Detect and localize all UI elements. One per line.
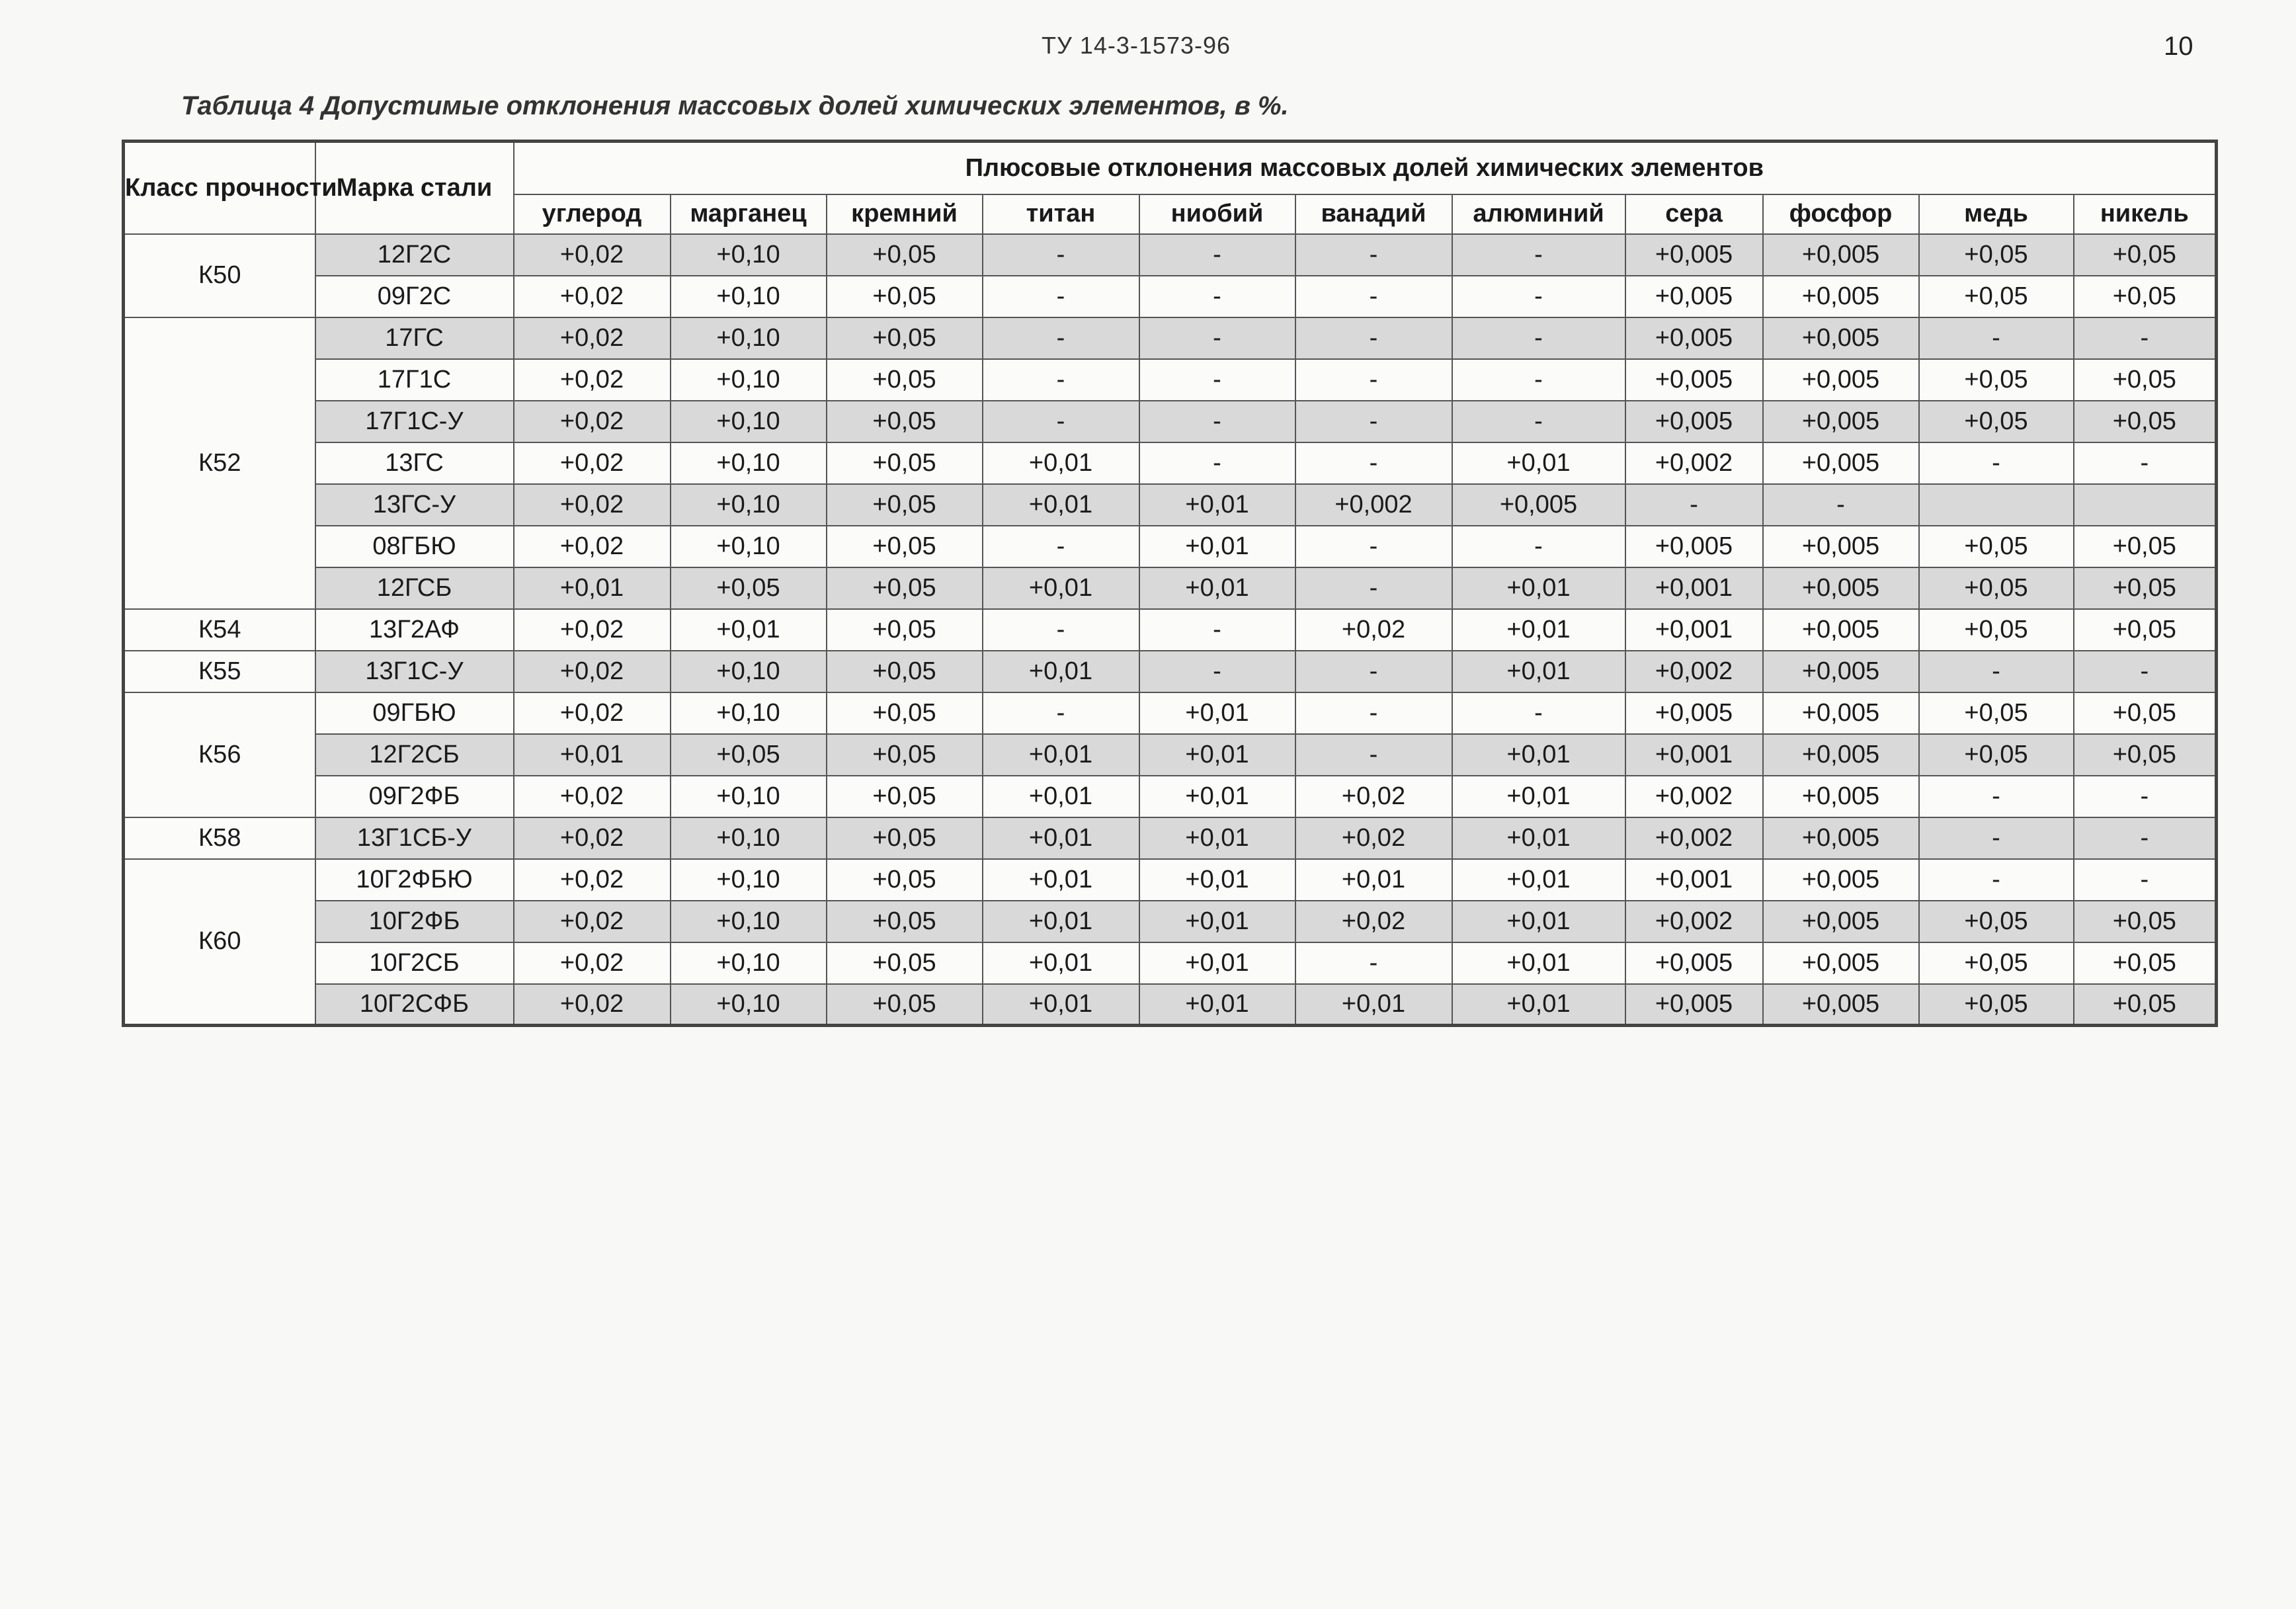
deviation-cell: +0,01	[983, 651, 1139, 692]
deviation-cell: -	[1295, 276, 1452, 317]
deviation-cell: -	[1139, 442, 1295, 484]
deviation-cell: +0,01	[1139, 692, 1295, 734]
deviation-cell: -	[1919, 817, 2074, 859]
deviation-cell: +0,005	[1625, 526, 1763, 567]
deviation-cell: -	[983, 609, 1139, 651]
deviation-cell: +0,05	[1919, 234, 2074, 276]
document-code: ТУ 14-3-1573-96	[1042, 32, 1231, 59]
deviation-cell: +0,005	[1763, 567, 1919, 609]
deviation-cell: -	[1139, 359, 1295, 401]
deviation-cell: +0,05	[827, 942, 983, 984]
header-element: медь	[1919, 194, 2074, 234]
deviation-cell: -	[1139, 651, 1295, 692]
deviation-cell: +0,05	[827, 317, 983, 359]
deviation-cell: +0,005	[1763, 859, 1919, 901]
deviation-cell: +0,01	[1139, 859, 1295, 901]
deviation-cell: +0,05	[2074, 609, 2217, 651]
deviation-cell: +0,01	[983, 776, 1139, 817]
table-row	[124, 567, 2217, 609]
deviation-cell: -	[983, 401, 1139, 442]
deviation-cell: +0,05	[2074, 526, 2217, 567]
strength-class-cell: К60	[124, 859, 315, 1026]
deviation-cell: -	[2074, 317, 2217, 359]
deviation-cell: +0,01	[983, 442, 1139, 484]
deviation-cell: +0,05	[827, 484, 983, 526]
deviation-cell: +0,10	[671, 984, 827, 1026]
deviation-cell: +0,02	[514, 526, 671, 567]
deviation-cell: +0,01	[1452, 442, 1625, 484]
deviation-cell: +0,02	[514, 651, 671, 692]
table-row	[124, 817, 2217, 859]
deviation-cell: -	[2074, 651, 2217, 692]
steel-grade-cell: 13Г2АФ	[315, 609, 514, 651]
steel-grade-cell: 12ГСБ	[315, 567, 514, 609]
deviation-cell: -	[983, 234, 1139, 276]
deviation-cell: +0,005	[1452, 484, 1625, 526]
deviation-cell: +0,01	[1139, 567, 1295, 609]
deviation-cell: +0,01	[1139, 734, 1295, 776]
deviation-cell: +0,01	[1139, 526, 1295, 567]
deviation-cell: +0,005	[1763, 734, 1919, 776]
deviation-cell: -	[2074, 817, 2217, 859]
deviation-cell: +0,05	[1919, 692, 2074, 734]
deviation-cell: -	[1295, 401, 1452, 442]
deviation-cell: -	[1919, 859, 2074, 901]
deviation-cell: -	[983, 692, 1139, 734]
table-row	[124, 651, 2217, 692]
strength-class-cell: К55	[124, 651, 315, 692]
deviation-cell: +0,05	[2074, 901, 2217, 942]
header-element: марганец	[671, 194, 827, 234]
deviation-cell: +0,10	[671, 859, 827, 901]
deviation-cell: +0,01	[983, 859, 1139, 901]
steel-grade-cell: 09Г2С	[315, 276, 514, 317]
deviation-cell	[1919, 484, 2074, 526]
table-row	[124, 859, 2217, 901]
deviation-cell: +0,005	[1763, 651, 1919, 692]
deviation-cell: +0,01	[1452, 609, 1625, 651]
deviation-cell: +0,05	[1919, 359, 2074, 401]
deviation-cell: +0,05	[1919, 567, 2074, 609]
deviation-cell: +0,005	[1625, 692, 1763, 734]
deviation-cell: +0,05	[827, 734, 983, 776]
table-row	[124, 942, 2217, 984]
deviation-cell: +0,001	[1625, 859, 1763, 901]
deviation-cell: +0,10	[671, 359, 827, 401]
deviation-cell: +0,05	[2074, 942, 2217, 984]
deviation-cell: -	[1139, 317, 1295, 359]
deviation-cell: +0,002	[1295, 484, 1452, 526]
deviation-cell: +0,005	[1763, 442, 1919, 484]
deviation-cell: +0,05	[2074, 984, 2217, 1026]
header-element: ванадий	[1295, 194, 1452, 234]
steel-grade-cell: 09ГБЮ	[315, 692, 514, 734]
deviation-cell: +0,10	[671, 442, 827, 484]
table-row	[124, 359, 2217, 401]
deviation-cell: +0,005	[1763, 359, 1919, 401]
deviation-cell: +0,01	[1139, 484, 1295, 526]
deviation-cell: +0,05	[827, 651, 983, 692]
deviation-cell: +0,05	[827, 817, 983, 859]
deviation-cell: +0,01	[983, 817, 1139, 859]
header-element: кремний	[827, 194, 983, 234]
deviation-cell: +0,05	[827, 442, 983, 484]
deviation-cell: -	[1919, 651, 2074, 692]
deviation-cell: +0,005	[1763, 776, 1919, 817]
table-row	[124, 692, 2217, 734]
steel-grade-cell: 13ГС-У	[315, 484, 514, 526]
deviation-cell: -	[983, 526, 1139, 567]
deviation-cell: -	[1452, 276, 1625, 317]
deviation-cell: +0,005	[1625, 401, 1763, 442]
deviation-cell: -	[2074, 859, 2217, 901]
deviation-cell: +0,10	[671, 901, 827, 942]
deviation-cell: +0,02	[514, 817, 671, 859]
deviation-cell: +0,005	[1625, 234, 1763, 276]
deviation-cell: +0,02	[514, 317, 671, 359]
deviation-cell: +0,005	[1763, 526, 1919, 567]
steel-grade-cell: 10Г2СБ	[315, 942, 514, 984]
deviation-cell: +0,002	[1625, 651, 1763, 692]
strength-class-cell: К52	[124, 317, 315, 609]
deviation-cell: +0,01	[1452, 817, 1625, 859]
deviation-cell: +0,05	[1919, 901, 2074, 942]
deviation-cell: +0,002	[1625, 442, 1763, 484]
deviation-cell: +0,02	[1295, 901, 1452, 942]
deviation-cell: +0,02	[1295, 776, 1452, 817]
header-steel-grade: Марка стали	[315, 142, 514, 234]
table-row	[124, 276, 2217, 317]
deviation-cell: +0,01	[1295, 859, 1452, 901]
deviation-cell: +0,01	[1295, 984, 1452, 1026]
deviation-cell: +0,01	[1139, 942, 1295, 984]
deviation-cell: -	[1452, 234, 1625, 276]
steel-grade-cell: 12Г2С	[315, 234, 514, 276]
steel-grade-cell: 10Г2СФБ	[315, 984, 514, 1026]
deviation-cell: +0,02	[514, 609, 671, 651]
deviation-cell: +0,005	[1625, 317, 1763, 359]
deviation-cell: +0,05	[1919, 609, 2074, 651]
deviation-cell: -	[1295, 651, 1452, 692]
deviation-cell: +0,02	[514, 901, 671, 942]
deviation-cell: -	[1919, 317, 2074, 359]
table-row	[124, 526, 2217, 567]
deviation-cell: -	[1919, 776, 2074, 817]
table-row	[124, 901, 2217, 942]
deviation-cell: +0,10	[671, 234, 827, 276]
deviation-cell: +0,02	[514, 442, 671, 484]
deviation-cell: +0,05	[1919, 942, 2074, 984]
deviation-cell: +0,005	[1763, 817, 1919, 859]
table-row	[124, 734, 2217, 776]
deviation-cell: -	[1139, 276, 1295, 317]
table-row	[124, 317, 2217, 359]
deviation-cell: -	[1295, 317, 1452, 359]
deviation-cell: +0,002	[1625, 817, 1763, 859]
deviation-cell: +0,005	[1763, 276, 1919, 317]
deviation-cell: +0,10	[671, 692, 827, 734]
deviation-cell: +0,05	[1919, 526, 2074, 567]
steel-grade-cell: 13ГС	[315, 442, 514, 484]
table-row	[124, 442, 2217, 484]
deviation-cell: +0,005	[1763, 234, 1919, 276]
deviation-cell: +0,05	[827, 692, 983, 734]
deviation-cell: -	[1295, 734, 1452, 776]
deviation-cell: +0,002	[1625, 776, 1763, 817]
deviation-cell: +0,02	[1295, 609, 1452, 651]
deviation-cell: +0,05	[2074, 359, 2217, 401]
deviation-cell: +0,01	[1139, 776, 1295, 817]
deviation-cell: +0,01	[1452, 651, 1625, 692]
deviation-cell: -	[2074, 442, 2217, 484]
deviation-cell: +0,005	[1625, 276, 1763, 317]
deviation-cell: -	[983, 276, 1139, 317]
deviation-cell: +0,01	[1139, 984, 1295, 1026]
header-element: сера	[1625, 194, 1763, 234]
header-element: ниобий	[1139, 194, 1295, 234]
steel-grade-cell: 09Г2ФБ	[315, 776, 514, 817]
deviation-cell: +0,02	[514, 234, 671, 276]
deviation-cell: -	[1295, 526, 1452, 567]
deviation-cell: +0,05	[1919, 276, 2074, 317]
deviation-cell: +0,05	[671, 567, 827, 609]
deviation-cell: +0,01	[983, 567, 1139, 609]
deviation-cell: +0,005	[1763, 609, 1919, 651]
deviation-cell: +0,01	[1139, 817, 1295, 859]
deviation-cell: -	[983, 359, 1139, 401]
deviation-cell: +0,05	[827, 609, 983, 651]
deviation-cell: +0,10	[671, 942, 827, 984]
deviation-cell: +0,05	[2074, 567, 2217, 609]
deviation-cell: +0,005	[1625, 359, 1763, 401]
table-caption: Таблица 4 Допустимые отклонения массовых долей химических элементов, в %.	[181, 91, 1289, 120]
tolerance-table	[122, 140, 2218, 1027]
steel-grade-cell: 10Г2ФБ	[315, 901, 514, 942]
deviation-cell: +0,005	[1763, 317, 1919, 359]
deviation-cell: +0,05	[827, 984, 983, 1026]
header-element: углерод	[514, 194, 671, 234]
deviation-cell: +0,02	[514, 401, 671, 442]
deviation-cell: +0,05	[2074, 234, 2217, 276]
deviation-cell: +0,01	[514, 734, 671, 776]
deviation-cell: +0,05	[827, 859, 983, 901]
deviation-cell: +0,002	[1625, 901, 1763, 942]
deviation-cell: +0,005	[1625, 942, 1763, 984]
deviation-cell: +0,005	[1763, 401, 1919, 442]
deviation-cell: +0,01	[1452, 776, 1625, 817]
deviation-cell: -	[1139, 609, 1295, 651]
table-row	[124, 484, 2217, 526]
deviation-cell: +0,05	[2074, 692, 2217, 734]
deviation-cell: +0,01	[983, 984, 1139, 1026]
steel-grade-cell: 17ГС	[315, 317, 514, 359]
deviation-cell: +0,02	[514, 942, 671, 984]
deviation-cell: +0,001	[1625, 734, 1763, 776]
table-row	[124, 401, 2217, 442]
steel-grade-cell: 17Г1С	[315, 359, 514, 401]
deviation-cell: +0,05	[1919, 734, 2074, 776]
deviation-cell: +0,05	[827, 401, 983, 442]
deviation-cell: +0,10	[671, 276, 827, 317]
deviation-cell: +0,05	[827, 526, 983, 567]
steel-grade-cell: 13Г1С-У	[315, 651, 514, 692]
deviation-cell: -	[1139, 401, 1295, 442]
header-element-group: Плюсовые отклонения массовых долей химических элементов	[514, 142, 2217, 194]
page-number: 10	[2164, 32, 2194, 61]
deviation-cell: -	[1139, 234, 1295, 276]
deviation-cell: +0,01	[1452, 901, 1625, 942]
deviation-cell: +0,02	[514, 692, 671, 734]
strength-class-cell: К50	[124, 234, 315, 317]
table-row	[124, 776, 2217, 817]
deviation-cell: +0,05	[827, 567, 983, 609]
table-body	[124, 234, 2217, 1026]
strength-class-cell: К54	[124, 609, 315, 651]
deviation-cell: +0,01	[1452, 984, 1625, 1026]
deviation-cell: +0,01	[1452, 859, 1625, 901]
deviation-cell: +0,001	[1625, 567, 1763, 609]
steel-grade-cell: 12Г2СБ	[315, 734, 514, 776]
deviation-cell: +0,10	[671, 817, 827, 859]
table-row	[124, 609, 2217, 651]
deviation-cell: -	[1295, 942, 1452, 984]
deviation-cell: -	[1452, 317, 1625, 359]
deviation-cell: +0,001	[1625, 609, 1763, 651]
deviation-cell: +0,05	[2074, 276, 2217, 317]
deviation-cell: +0,005	[1763, 942, 1919, 984]
deviation-cell: -	[1452, 692, 1625, 734]
deviation-cell: +0,01	[1452, 567, 1625, 609]
deviation-cell: -	[1452, 526, 1625, 567]
deviation-cell: +0,05	[2074, 734, 2217, 776]
deviation-cell: +0,05	[827, 901, 983, 942]
table-row	[124, 234, 2217, 276]
deviation-cell: +0,01	[983, 734, 1139, 776]
deviation-cell: +0,10	[671, 401, 827, 442]
deviation-cell: +0,02	[514, 984, 671, 1026]
deviation-cell: +0,05	[827, 776, 983, 817]
deviation-cell: -	[1452, 401, 1625, 442]
deviation-cell: +0,005	[1763, 901, 1919, 942]
deviation-cell: +0,05	[671, 734, 827, 776]
deviation-cell: +0,10	[671, 484, 827, 526]
deviation-cell: -	[1295, 234, 1452, 276]
deviation-cell: -	[1295, 567, 1452, 609]
deviation-cell: +0,10	[671, 317, 827, 359]
table-row	[124, 984, 2217, 1026]
deviation-cell: -	[1919, 442, 2074, 484]
deviation-cell: +0,02	[514, 484, 671, 526]
deviation-cell	[2074, 484, 2217, 526]
deviation-cell: +0,02	[514, 359, 671, 401]
deviation-cell: +0,01	[671, 609, 827, 651]
deviation-cell: +0,01	[983, 484, 1139, 526]
deviation-cell: +0,01	[983, 901, 1139, 942]
deviation-cell: +0,02	[514, 276, 671, 317]
deviation-cell: +0,01	[1452, 942, 1625, 984]
deviation-cell: -	[1763, 484, 1919, 526]
deviation-cell: +0,02	[1295, 817, 1452, 859]
deviation-cell: +0,005	[1625, 984, 1763, 1026]
deviation-cell: -	[1295, 692, 1452, 734]
deviation-cell: -	[1452, 359, 1625, 401]
deviation-cell: -	[1295, 359, 1452, 401]
deviation-cell: -	[1295, 442, 1452, 484]
steel-grade-cell: 17Г1С-У	[315, 401, 514, 442]
strength-class-cell: К56	[124, 692, 315, 817]
deviation-cell: +0,02	[514, 859, 671, 901]
header-element: фосфор	[1763, 194, 1919, 234]
deviation-cell: +0,05	[827, 276, 983, 317]
deviation-cell: +0,10	[671, 526, 827, 567]
deviation-cell: +0,05	[1919, 984, 2074, 1026]
deviation-cell: +0,01	[514, 567, 671, 609]
header-element: алюминий	[1452, 194, 1625, 234]
deviation-cell: +0,005	[1763, 984, 1919, 1026]
header-element: титан	[983, 194, 1139, 234]
strength-class-cell: К58	[124, 817, 315, 859]
deviation-cell: +0,01	[1139, 901, 1295, 942]
deviation-cell: -	[983, 317, 1139, 359]
deviation-cell: -	[2074, 776, 2217, 817]
deviation-cell: -	[1625, 484, 1763, 526]
deviation-cell: +0,05	[827, 359, 983, 401]
steel-grade-cell: 08ГБЮ	[315, 526, 514, 567]
steel-grade-cell: 10Г2ФБЮ	[315, 859, 514, 901]
deviation-cell: +0,10	[671, 651, 827, 692]
header-strength-class: Класс прочности	[124, 142, 315, 234]
deviation-cell: +0,02	[514, 776, 671, 817]
deviation-cell: +0,01	[983, 942, 1139, 984]
deviation-cell: +0,005	[1763, 692, 1919, 734]
deviation-cell: +0,05	[1919, 401, 2074, 442]
deviation-cell: +0,05	[2074, 401, 2217, 442]
steel-grade-cell: 13Г1СБ-У	[315, 817, 514, 859]
deviation-cell: +0,05	[827, 234, 983, 276]
header-element: никель	[2074, 194, 2217, 234]
deviation-cell: +0,01	[1452, 734, 1625, 776]
deviation-cell: +0,10	[671, 776, 827, 817]
